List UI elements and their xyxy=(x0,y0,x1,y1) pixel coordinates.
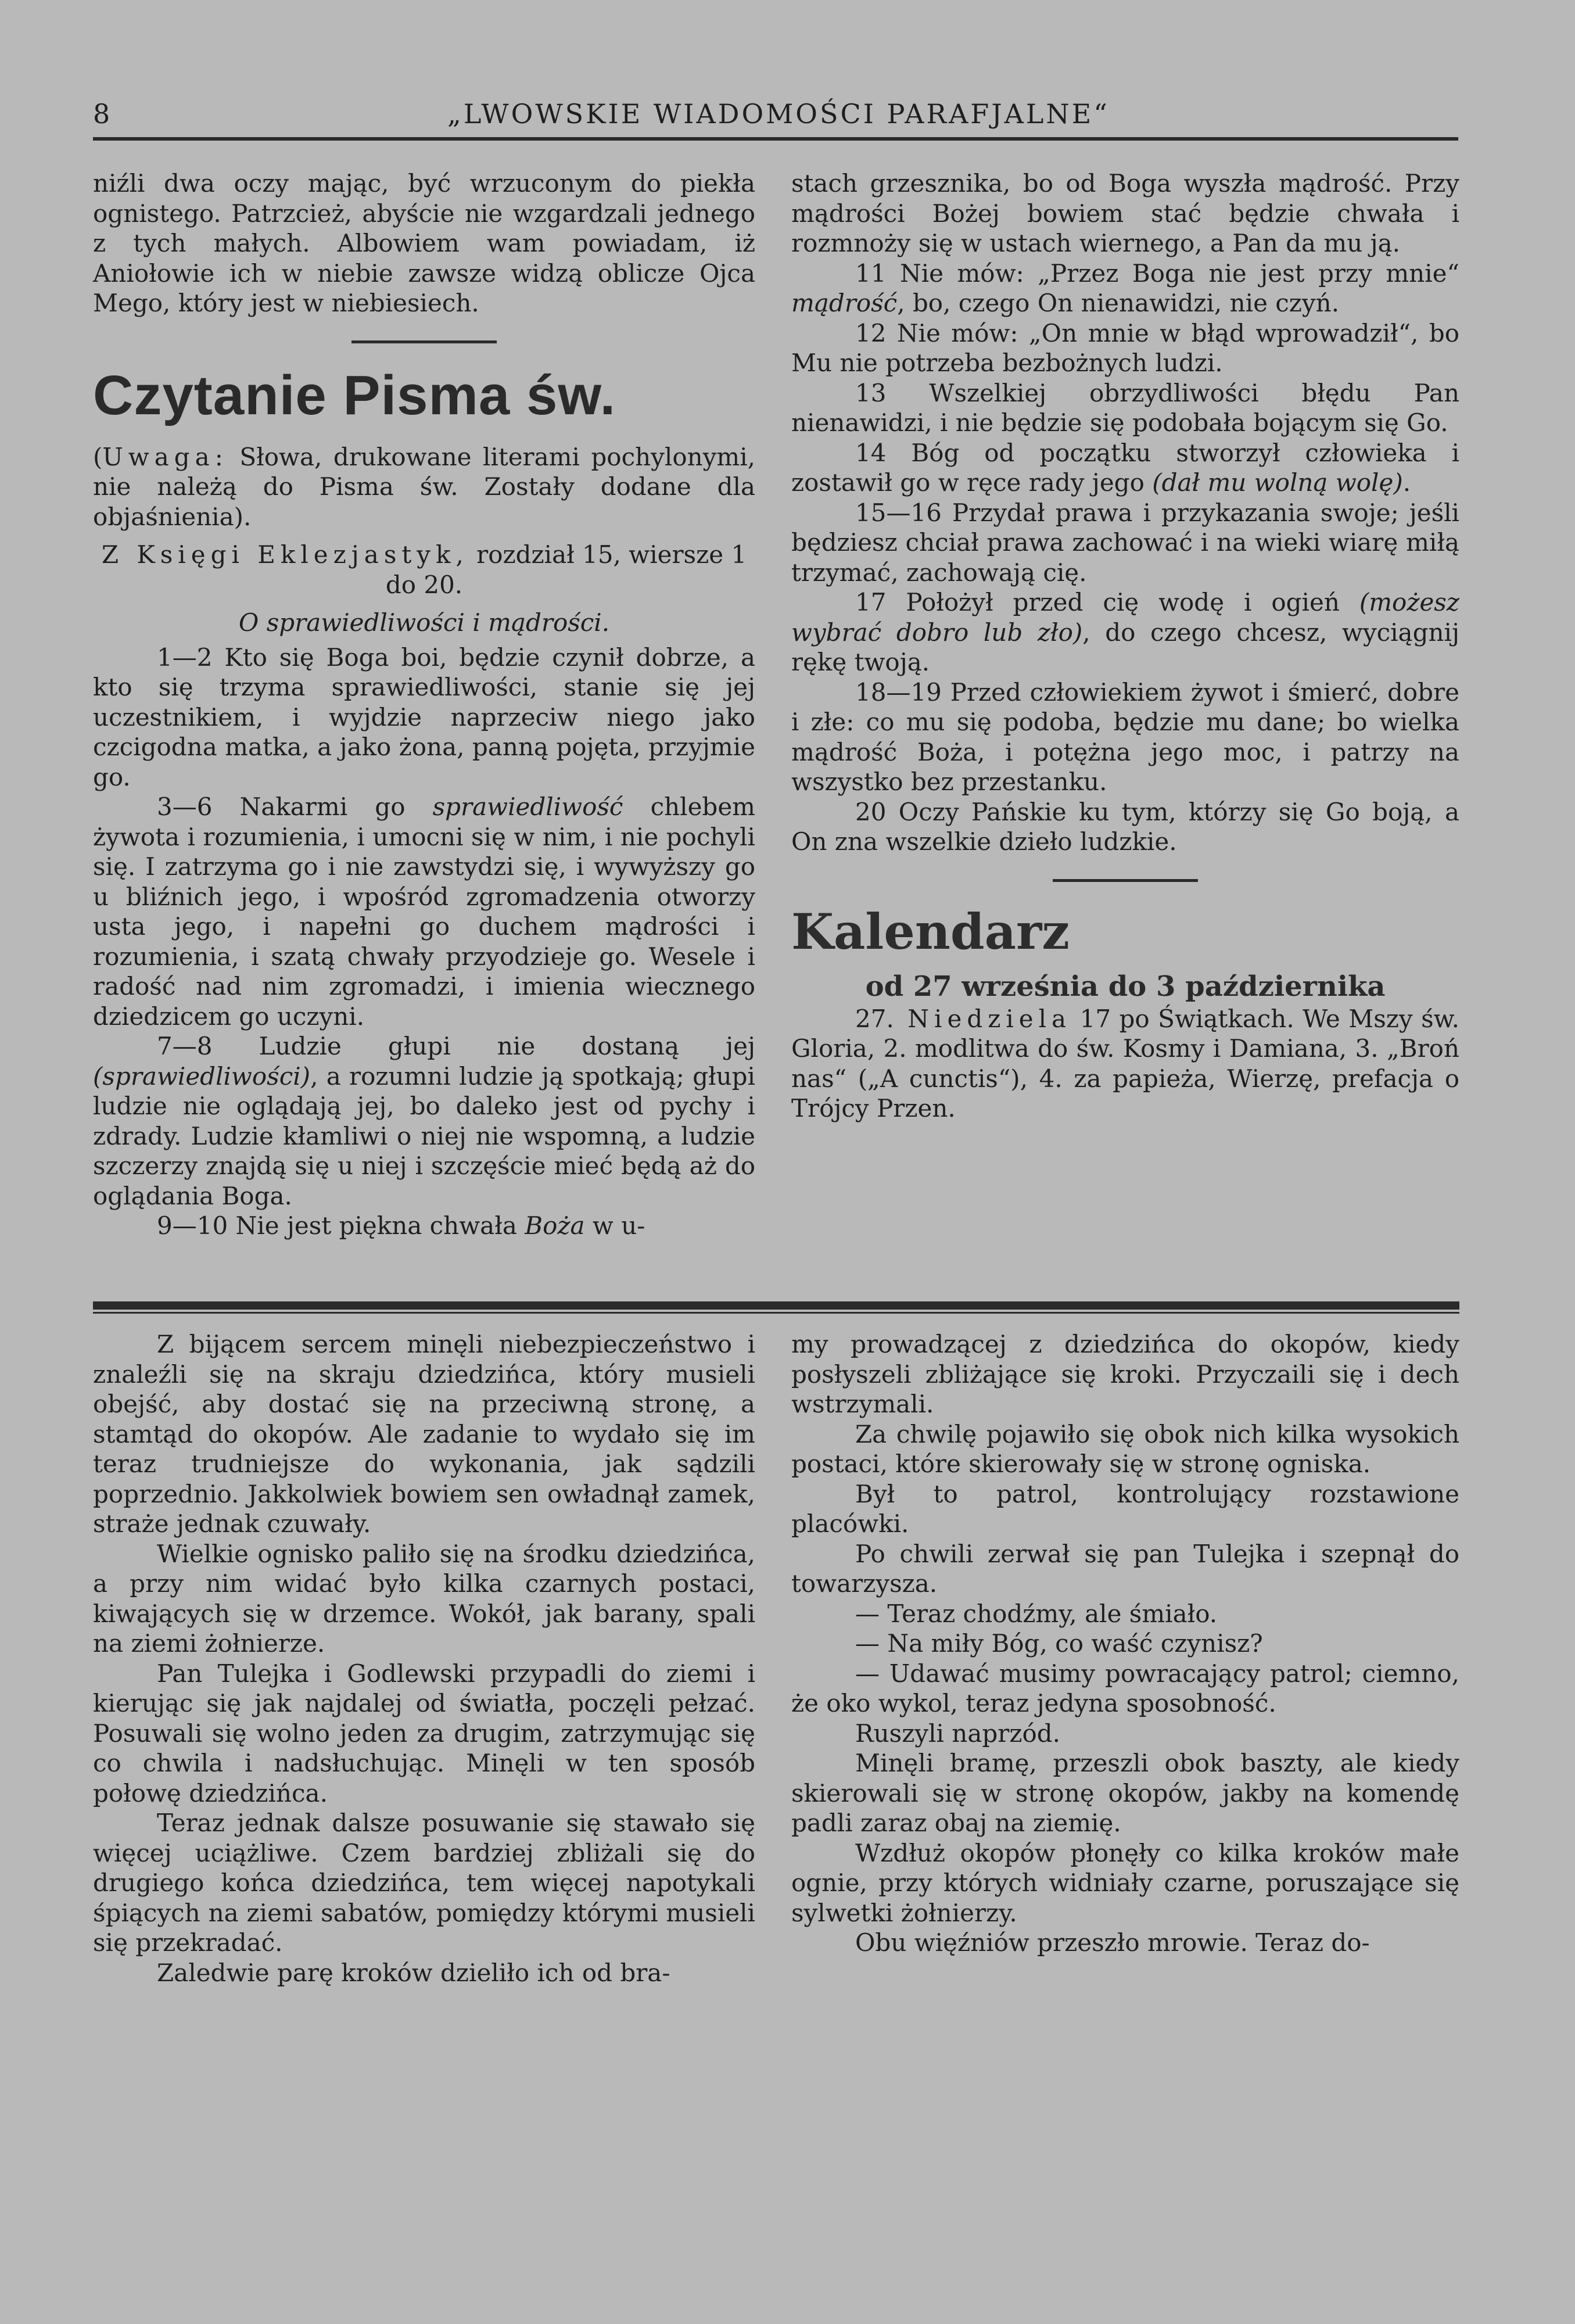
story-paragraph: Wzdłuż okopów płonęły co kilka kroków małe ognie, przy których widniały czarne, poruszające się sylwetki żołnierzy. xyxy=(791,1838,1459,1927)
verse-text: Oczy Pańskie ku tym, którzy się Go boją, a On zna wszelkie dzieło ludzkie. xyxy=(791,797,1459,856)
verse-text: Nie mów: „On mnie w błąd wprowadził“, bo Mu nie potrzeba bezbożnych ludzi. xyxy=(791,318,1459,377)
header-rule xyxy=(93,137,1458,141)
note-text: Słowa, drukowane literami pochylonymi, nie należą do Pisma św. Zostały dodane dla objaśnienia). xyxy=(93,442,755,531)
verse-text: Nie jest piękna chwała xyxy=(228,1211,525,1240)
verse-text: Położył przed cię wodę i ogień xyxy=(886,588,1359,616)
feuilleton-rule-thin xyxy=(93,1312,1459,1314)
verse-italic: Boża xyxy=(525,1211,585,1240)
note-label: Uwaga: xyxy=(102,442,228,471)
dialogue-line: — Na miły Bóg, co waść czynisz? xyxy=(855,1629,1263,1658)
story-continuation: my prowadzącej z dziedzińca do okopów, kiedy posłyszeli zbliżające się kroki. Przyczaili się i dech wstrzymali. xyxy=(791,1330,1459,1418)
verse-ref: 14 xyxy=(855,438,887,467)
calendar-entry-date: 27. xyxy=(855,1004,894,1033)
verse xyxy=(93,643,755,792)
story-paragraph: Ruszyli naprzód. xyxy=(855,1719,1061,1748)
section-title: Czytanie Pisma św. xyxy=(93,364,616,426)
verse xyxy=(791,677,1459,797)
story-paragraph: Teraz jednak dalsze posuwanie się stawało się więcej uciążliwe. Czem bardziej zbliżali się do drugiego końca dziedzińca, tem więcej napotykali śpiących na ziemi sabatów, pomiędzy którymi musieli się przekradać. xyxy=(93,1809,755,1957)
verse-text: , do czego chcesz, wyciągnij rękę twoją. xyxy=(791,618,1459,676)
feuilleton-rule xyxy=(93,1301,1459,1310)
verse xyxy=(93,792,755,1031)
verse-ref: 12 xyxy=(855,318,887,347)
verse-italic: (sprawiedliwości) xyxy=(93,1061,311,1091)
verse-ref: 7—8 xyxy=(157,1032,213,1060)
verse-ref: 11 xyxy=(855,259,887,288)
verse xyxy=(791,797,1459,857)
verse-text: Przed człowiekiem żywot i śmierć, dobre i złe: co mu się podoba, będzie mu dane; bo wielka mądrość Boża, i potężna jego moc, i patrzy na wszystko bez przestanku. xyxy=(791,677,1459,796)
verse-text: chlebem żywota i rozumienia, i umocni się w nim, i nie pochyli się. I zatrzyma go i nie zawstydzi się, i wywyższy go u bliźnich jego, i wpośród zgromadzenia otworzy usta jego, i napełni go duchem mądrości i rozumienia, i szatą chwały przyodzieje go. Wesele i radość nad nim zgromadzi, i imienia wiecznego dziedzicem go uczyni. xyxy=(93,792,755,1031)
story-paragraph: Był to patrol, kontrolujący rozstawione placówki. xyxy=(791,1479,1459,1538)
verse xyxy=(791,587,1459,677)
journal-title: „LWOWSKIE WIADOMOŚCI PARAFJALNE“ xyxy=(447,98,1110,130)
scripture-column-left xyxy=(93,168,755,1241)
verse xyxy=(791,438,1459,498)
source-book: Z Księgi Eklezjastyk, xyxy=(101,540,469,569)
verse-ref: 9—10 xyxy=(157,1211,228,1240)
calendar-title: Kalendarz xyxy=(791,902,1070,960)
editorial-note xyxy=(93,442,755,532)
section-divider xyxy=(1053,879,1198,882)
story-paragraph: Pan Tulejka i Godlewski przypadli do ziemi i kierując się jak najdalej od światła, poczęli pełzać. Posuwali się wolno jeden za drugim, zatrzymując się co chwila i nadsłuchując. Minęli w ten sposób połowę dziedzińca. xyxy=(93,1659,755,1807)
note-paren: ( xyxy=(93,442,103,471)
dialogue-line: — Teraz chodźmy, ale śmiało. xyxy=(855,1599,1218,1628)
page-header xyxy=(93,98,1458,132)
verse-text: Wszelkiej obrzydliwości błędu Pan nienawidzi, i nie będzie się podobała bojącym się Go. xyxy=(791,378,1459,437)
scripture-column-right xyxy=(791,168,1459,1124)
verse-ref: 20 xyxy=(855,797,887,826)
verse-italic: (dał mu wolną wolę) xyxy=(1152,468,1403,497)
verse-text: w u- xyxy=(584,1211,645,1240)
story-paragraph: Po chwili zerwał się pan Tulejka i szepnął do towarzysza. xyxy=(791,1539,1459,1598)
verse-text: Przydał prawa i przykazania swoje; jeśli będziesz chciał prawa zachować i na wieki wiarę miłą trzymać, zachowają cię. xyxy=(791,498,1459,587)
verse-text: Ludzie głupi nie dostaną jej xyxy=(212,1032,755,1060)
story-paragraph: Obu więźniów przeszło mrowie. Teraz do- xyxy=(855,1928,1370,1957)
story-paragraph: Minęli bramę, przeszli obok baszty, ale kiedy skierowali się w stronę okopów, jakby na komendę padli zaraz obaj na ziemię. xyxy=(791,1749,1459,1837)
verse-text: Nakarmi go xyxy=(212,792,433,821)
verse-italic: (możesz wybrać dobro lub zło) xyxy=(791,588,1459,647)
verse-ref: 13 xyxy=(855,378,887,407)
verse-text: Bóg od początku stworzył człowieka i zostawił go w ręce rady jego xyxy=(791,438,1459,497)
verse xyxy=(791,498,1459,588)
intro-paragraph: niźli dwa oczy mając, być wrzuconym do piekła ognistego. Patrzcież, abyście nie wzgardzali jednego z tych małych. Albowiem wam powiadam, iż Aniołowie ich w niebie zawsze widzą oblicze Ojca Mego, który jest w niebiesiech. xyxy=(93,169,755,317)
verse-text: , bo, czego On nienawidzi, nie czyń. xyxy=(897,289,1340,317)
verse-text: Kto się Boga boi, będzie czynił dobrze, a kto się trzyma sprawiedliwości, stanie się jej uczestnikiem, i wyjdzie naprzeciw niego jako czcigodna matka, a jako żona, panną pojęta, przyjmie go. xyxy=(93,643,755,791)
reading-subtitle: O sprawiedliwości i mądrości. xyxy=(238,608,610,637)
story-paragraph: Wielkie ognisko paliło się na środku dziedzińca, a przy nim widać było kilka czarnych postaci, kiwających się w drzemce. Wokół, jak barany, spali na ziemi żołnierze. xyxy=(93,1539,755,1658)
verse xyxy=(791,318,1459,378)
verse xyxy=(93,1211,755,1241)
section-divider xyxy=(351,340,497,343)
verse xyxy=(93,1031,755,1211)
story-column-right xyxy=(791,1329,1459,1958)
verse-text: , a rozumni ludzie ją spotkają; głupi ludzie nie oglądają jej, bo daleko jest od pychy i zdrady. Ludzie kłamliwi o niej nie wspomną, a ludzie szczerzy znajdą się u niej i szczęście mieć będą aż do oglądania Boga. xyxy=(93,1061,755,1210)
verse-italic: sprawiedliwość xyxy=(432,792,623,821)
verse-text: . xyxy=(1402,468,1411,497)
page-number: 8 xyxy=(93,98,110,130)
story-paragraph: Z bijącem sercem minęli niebezpieczeństwo i znaleźli się na skraju dziedzińca, który musieli obejść, aby dostać się na przeciwną stronę, a stamtąd do okopów. Ale zadanie to wydało się im teraz trudniejsze do wykonania, jak sądzili poprzednio. Jakkolwiek bowiem sen owładnął zamek, straże jednak czuwały. xyxy=(93,1330,755,1538)
story-paragraph: Za chwilę pojawiło się obok nich kilka wysokich postaci, które skierowały się w stronę ogniska. xyxy=(791,1419,1459,1478)
calendar-entry xyxy=(791,1004,1459,1124)
verse-italic: mądrość xyxy=(791,289,898,317)
dialogue-line: — Udawać musimy powracający patrol; ciemno, że oko wykol, teraz jedyna sposobność. xyxy=(791,1659,1459,1717)
story-paragraph: Zaledwie parę kroków dzieliło ich od bra- xyxy=(157,1958,670,1987)
verse-continuation: stach grzesznika, bo od Boga wyszła mądrość. Przy mądrości Bożej bowiem stać będzie chwała i rozmnoży się w ustach wiernego, a Pan da mu ją. xyxy=(791,169,1459,257)
verse-ref: 18—19 xyxy=(855,677,942,706)
verse xyxy=(791,259,1459,318)
calendar-date-range: od 27 września do 3 października xyxy=(865,970,1386,1003)
calendar-entry-day: Niedziela xyxy=(894,1004,1072,1033)
reading-source xyxy=(93,540,755,600)
verse-text: Nie mów: „Przez Boga nie jest przy mnie“ xyxy=(886,259,1459,288)
source-chapter: rozdział 15, wiersze 1 do 20. xyxy=(385,540,747,599)
story-column-left xyxy=(93,1329,755,1988)
verse-ref: 17 xyxy=(855,588,887,616)
verse-ref: 3—6 xyxy=(157,792,213,821)
verse xyxy=(791,378,1459,438)
verse-ref: 1—2 xyxy=(157,643,213,672)
calendar-entry-text: 17 po Świątkach. We Mszy św. Gloria, 2. modlitwa do św. Kosmy i Damiana, 3. „Broń nas“ („A cunctis“), 4. za papieża, Wierzę, prefacja o Trójcy Przen. xyxy=(791,1004,1460,1122)
verse-ref: 15—16 xyxy=(855,498,942,527)
